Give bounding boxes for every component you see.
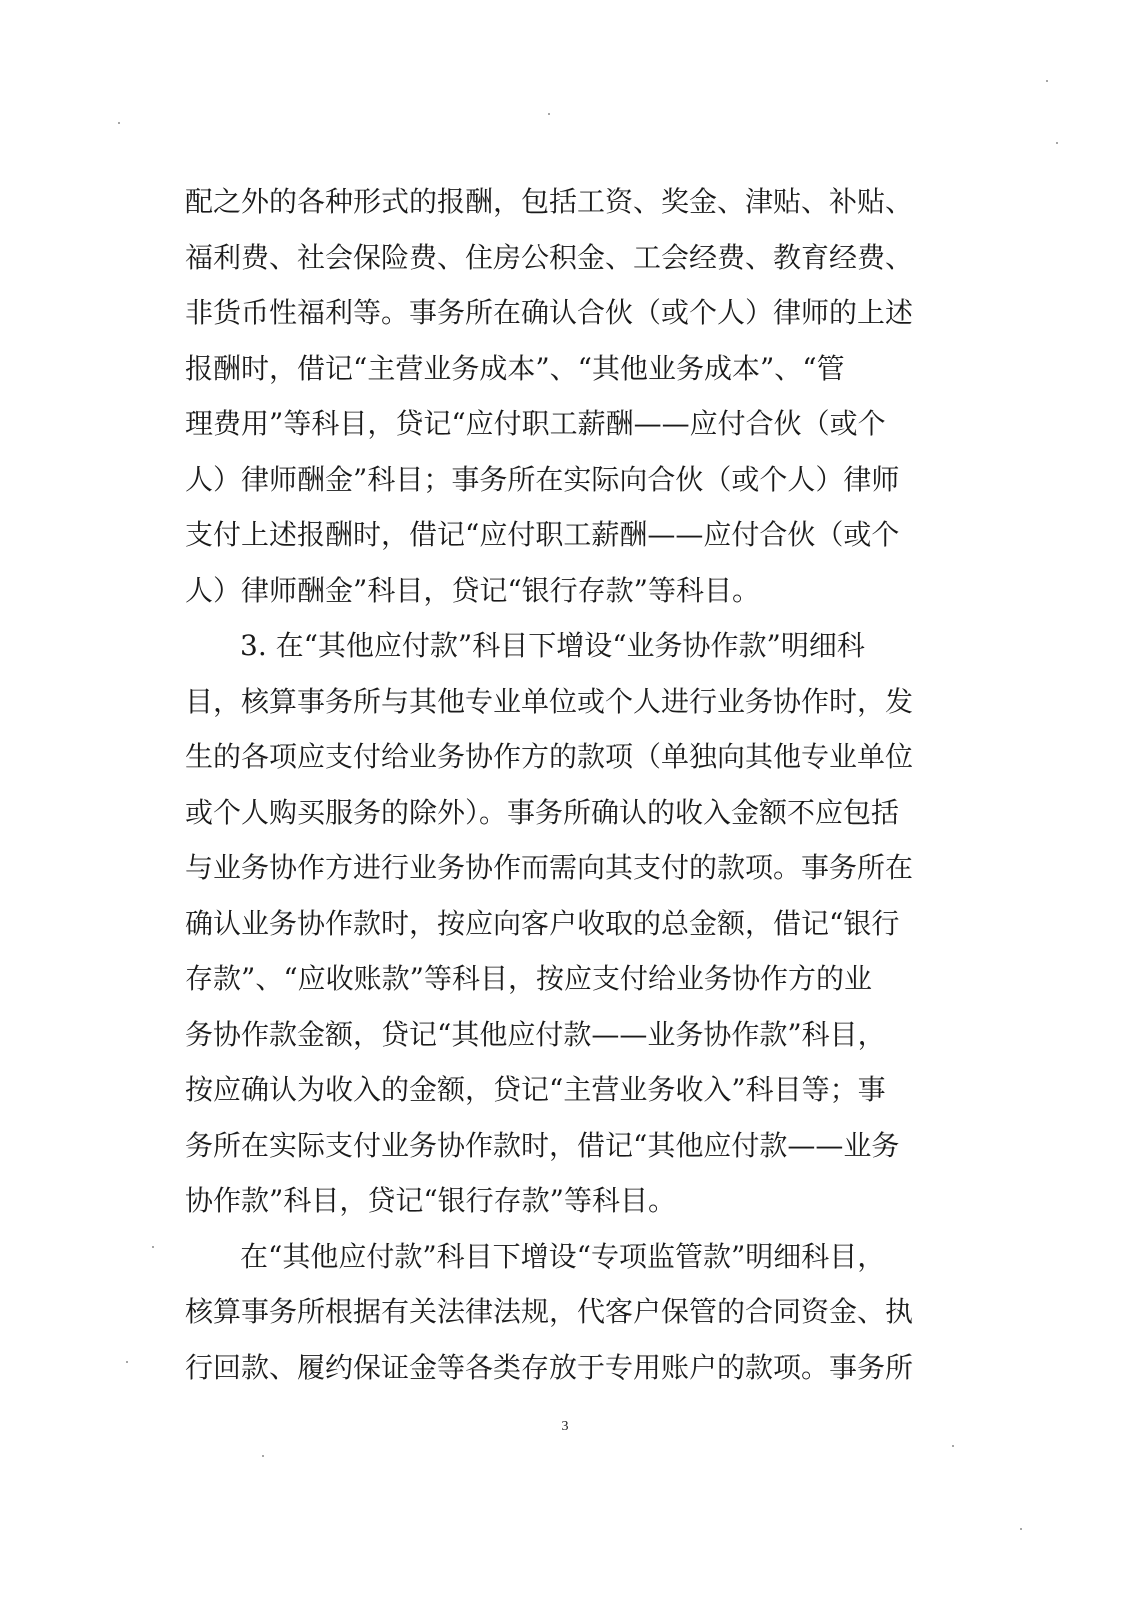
text-line: [0, 793, 1130, 833]
line-text: 报酬时，借记“主营业务成本”、“其他业务成本”、“管: [185, 352, 845, 385]
line-text: 3. 在“其他应付款”科目下增设“业务协作款”明细科: [240, 629, 865, 662]
scan-speck: [548, 113, 550, 115]
scan-speck: [126, 1361, 128, 1363]
line-text: 务协作款金额，贷记“其他应付款——业务协作款”科目，: [185, 1018, 886, 1051]
text-line: [0, 737, 1130, 777]
line-text: 核算事务所根据有关法律法规，代客户保管的合同资金、执: [185, 1295, 914, 1328]
text-line: [0, 571, 1130, 611]
text-line: [0, 1181, 1130, 1221]
scan-speck: [262, 1455, 264, 1457]
text-line: [0, 293, 1130, 333]
line-text: 人）律师酬金”科目，贷记“银行存款”等科目。: [185, 574, 760, 607]
line-text: 务所在实际支付业务协作款时，借记“其他应付款——业务: [185, 1129, 900, 1162]
scan-speck: [952, 1445, 954, 1447]
line-text: 在“其他应付款”科目下增设“专项监管款”明细科目，: [240, 1240, 886, 1273]
line-text: 理费用”等科目，贷记“应付职工薪酬——应付合伙（或个: [185, 407, 886, 440]
scan-speck: [1020, 1528, 1022, 1530]
scan-speck: [152, 1246, 154, 1248]
text-line: [0, 682, 1130, 722]
line-text: 协作款”科目，贷记“银行存款”等科目。: [185, 1184, 676, 1217]
text-line: [0, 1070, 1130, 1110]
text-line: [0, 1348, 1130, 1388]
scan-speck: [1056, 142, 1058, 144]
scan-speck: [118, 122, 120, 124]
text-line: [0, 959, 1130, 999]
text-line: [0, 1126, 1130, 1166]
text-line: [0, 626, 1130, 666]
text-line: [0, 1015, 1130, 1055]
text-line: [0, 182, 1130, 222]
line-text: 确认业务协作款时，按应向客户收取的总金额，借记“银行: [185, 907, 900, 940]
line-text: 支付上述报酬时，借记“应付职工薪酬——应付合伙（或个: [185, 518, 900, 551]
scan-speck: [1046, 80, 1048, 82]
text-line: [0, 238, 1130, 278]
line-text: 与业务协作方进行业务协作而需向其支付的款项。事务所在: [185, 851, 914, 884]
line-text: 行回款、履约保证金等各类存放于专用账户的款项。事务所: [185, 1351, 914, 1384]
page-number: 3: [561, 1419, 569, 1434]
text-line: [0, 460, 1130, 500]
line-text: 按应确认为收入的金额，贷记“主营业务收入”科目等；事: [185, 1073, 886, 1106]
line-text: 配之外的各种形式的报酬，包括工资、奖金、津贴、补贴、: [185, 185, 914, 218]
line-text: 存款”、“应收账款”等科目，按应支付给业务协作方的业: [185, 962, 872, 995]
line-text: 目，核算事务所与其他专业单位或个人进行业务协作时，发: [185, 685, 914, 718]
text-line: [0, 404, 1130, 444]
text-line: [0, 1237, 1130, 1277]
text-line: [0, 349, 1130, 389]
line-text: 非货币性福利等。事务所在确认合伙（或个人）律师的上述: [185, 296, 914, 329]
text-line: [0, 1292, 1130, 1332]
text-line: [0, 848, 1130, 888]
line-text: 或个人购买服务的除外）。事务所确认的收入金额不应包括: [185, 796, 900, 829]
line-text: 人）律师酬金”科目；事务所在实际向合伙（或个人）律师: [185, 463, 900, 496]
line-text: 生的各项应支付给业务协作方的款项（单独向其他专业单位: [185, 740, 914, 773]
line-text: 福利费、社会保险费、住房公积金、工会经费、教育经费、: [185, 241, 914, 274]
text-line: [0, 515, 1130, 555]
text-line: [0, 904, 1130, 944]
